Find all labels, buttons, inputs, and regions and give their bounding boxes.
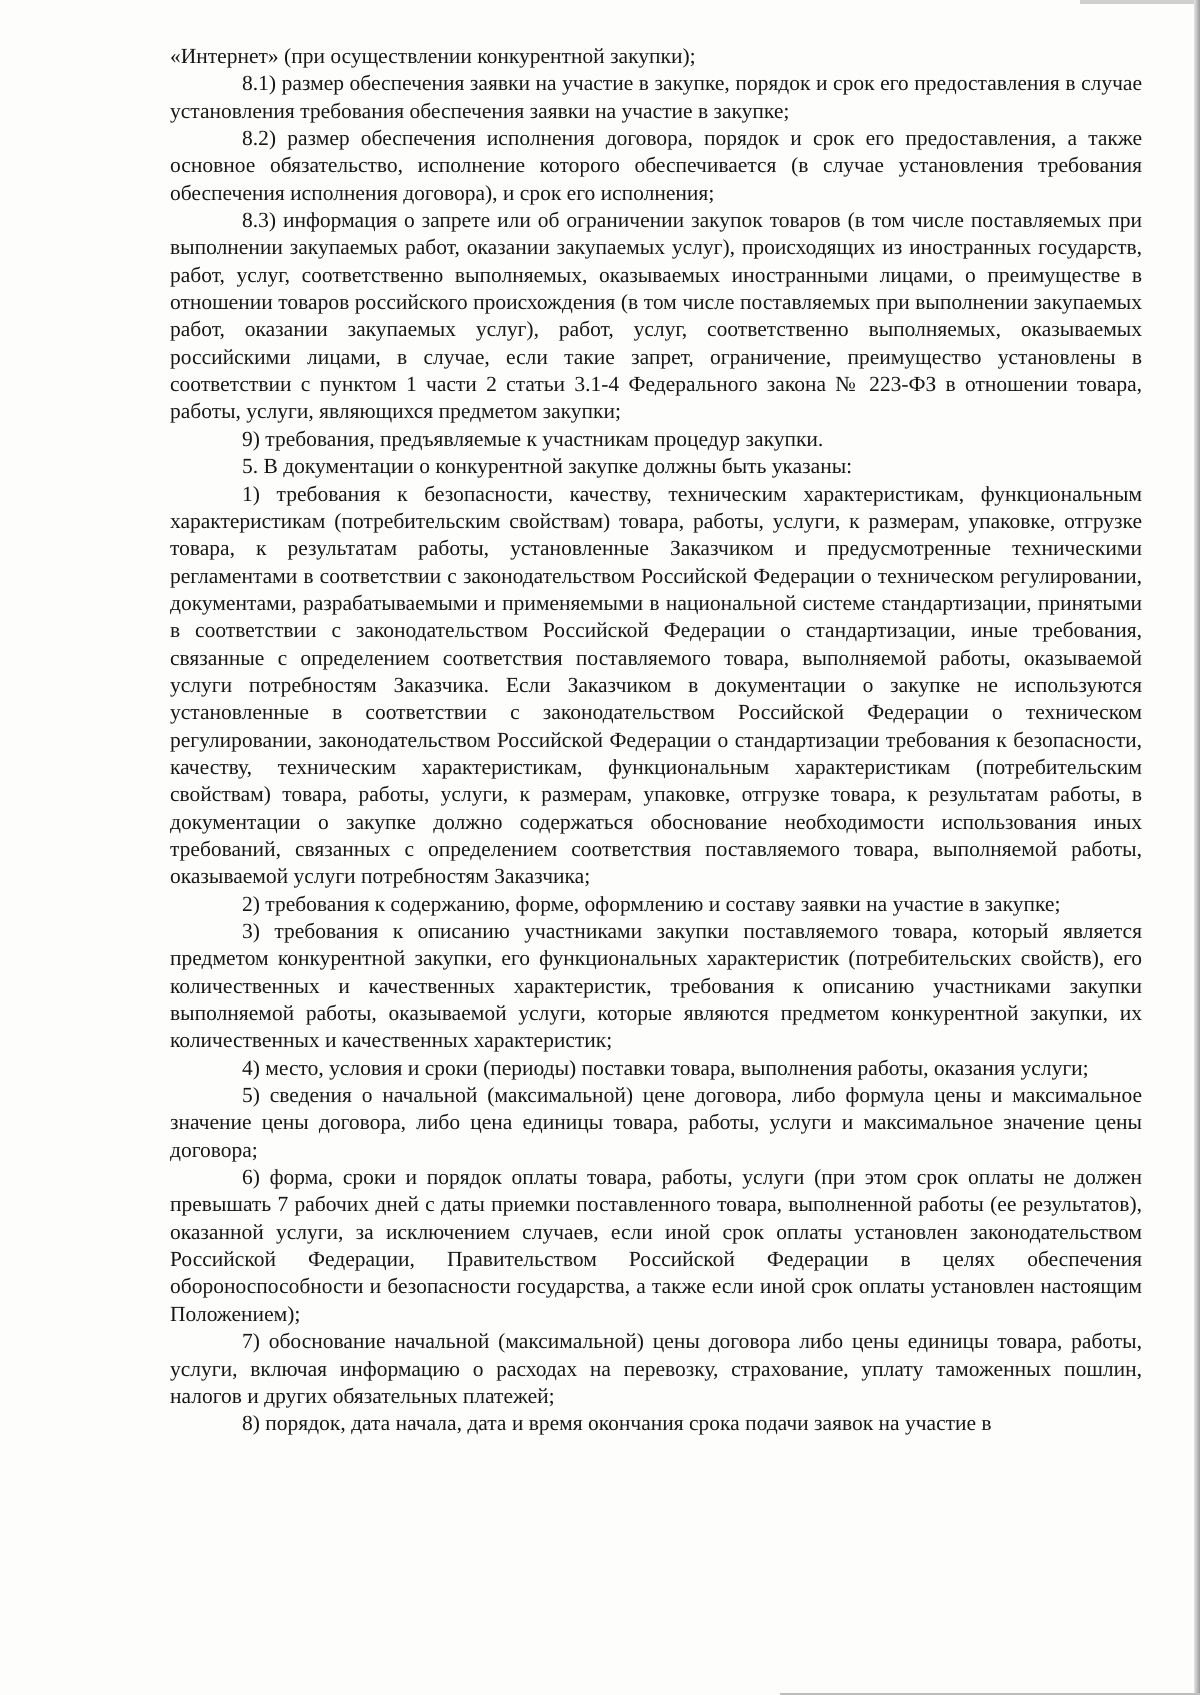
paragraph-item-8: 8) порядок, дата начала, дата и время окончания срока подачи заявок на участие в xyxy=(242,1411,992,1436)
paragraph-item-3: 3) требования к описанию участниками закупки поставляемого товара, который является предметом конкурентной закупки, его функциональных характеристик (потребительских свойств), его количественных и качественных характеристик, требования к описанию участниками закупки выполняемой работы, оказываемой услуги, которые являются предметом конкурентной закупки, их количественных и качественных характеристик; xyxy=(170,919,1142,1053)
paragraph-item-7: 7) обоснование начальной (максимальной) цены договора либо цены единицы товара, работы, услуги, включая информацию о расходах на перевозку, страхование, уплату таможенных пошлин, налогов и других обязательных платежей; xyxy=(170,1329,1142,1408)
scan-edge-top xyxy=(1080,0,1200,4)
document-text xyxy=(170,43,1142,1438)
paragraph-item-8-1: 8.1) размер обеспечения заявки на участие в закупке, порядок и срок его предоставления в случае установления требования обеспечения заявки на участие в закупке; xyxy=(170,71,1142,123)
paragraph-item-1: 1) требования к безопасности, качеству, техническим характеристикам, функциональным характеристикам (потребительским свойствам) товара, работы, услуги, к размерам, упаковке, отгрузке товара, к результатам работы, установленные Заказчиком и предусмотренные техническими регламентами в соответствии с законодательством Российской Федерации о техническом регулировании, документами, разрабатываемыми и применяемыми в национальной системе стандартизации, принятыми в соответствии с законодательством Российской Федерации о стандартизации, иные требования, связанные с определением соответствия поставляемого товара, выполняемой работы, оказываемой услуги потребностям Заказчика. Если Заказчиком в документации о закупке не используются установленные в соответствии с законодательством Российской Федерации о техническом регулировании, законодательством Российской Федерации о стандартизации требования к безопасности, качеству, техническим характеристикам, функциональным характеристикам (потребительским свойствам) товара, работы, услуги, к размерам, упаковке, отгрузке товара, к результатам работы, в документации о закупке должно содержаться обоснование необходимости использования иных требований, связанных с определением соответствия поставляемого товара, выполняемой работы, оказываемой услуги потребностям Заказчика; xyxy=(170,481,1142,889)
paragraph-item-2: 2) требования к содержанию, форме, оформлению и составу заявки на участие в закупке; xyxy=(242,891,1061,916)
paragraph-continuation: «Интернет» (при осуществлении конкурентной закупки); xyxy=(170,44,696,68)
paragraph-item-8-3: 8.3) информация о запрете или об ограничении закупок товаров (в том числе поставляемых при выполнении закупаемых работ, оказании закупаемых услуг), происходящих из иностранных государств, работ, услуг, соответственно выполняемых, оказываемых иностранными лицами, о преимуществе в отношении товаров российского происхождения (в том числе поставляемых при выполнении закупаемых работ, оказании закупаемых услуг), работ, услуг, соответственно выполняемых, оказываемых российскими лицами, в случае, если такие запрет, ограничение, преимущество установлены в соответствии с пунктом 1 части 2 статьи 3.1-4 Федерального закона № 223-ФЗ в отношении товара, работы, услуги, являющихся предметом закупки; xyxy=(170,208,1142,424)
paragraph-item-8-2: 8.2) размер обеспечения исполнения договора, порядок и срок его предоставления, а также основное обязательство, исполнение которого обеспечивается (в случае установления требования обеспечения исполнения договора), и срок его исполнения; xyxy=(170,126,1142,205)
paragraph-item-6: 6) форма, сроки и порядок оплаты товара, работы, услуги (при этом срок оплаты не должен превышать 7 рабочих дней с даты приемки поставленного товара, выполненной работы (ее результатов), оказанной услуги, за исключением случаев, если иной срок оплаты установлен законодательством Российской Федерации, Правительством Российской Федерации в целях обеспечения обороноспособности и безопасности государства, а также если иной срок оплаты установлен настоящим Положением); xyxy=(170,1165,1142,1326)
paragraph-item-5: 5) сведения о начальной (максимальной) цене договора, либо формула цены и максимальное значение цены договора, либо цена единицы товара, работы, услуги и максимальное значение цены договора; xyxy=(170,1083,1142,1162)
paragraph-item-9: 9) требования, предъявляемые к участникам процедур закупки. xyxy=(242,426,824,451)
paragraph-section-5: 5. В документации о конкурентной закупке должны быть указаны: xyxy=(242,454,853,479)
scan-edge-right xyxy=(1194,0,1200,1695)
paragraph-item-4: 4) место, условия и сроки (периоды) поставки товара, выполнения работы, оказания услуги; xyxy=(242,1055,1089,1080)
